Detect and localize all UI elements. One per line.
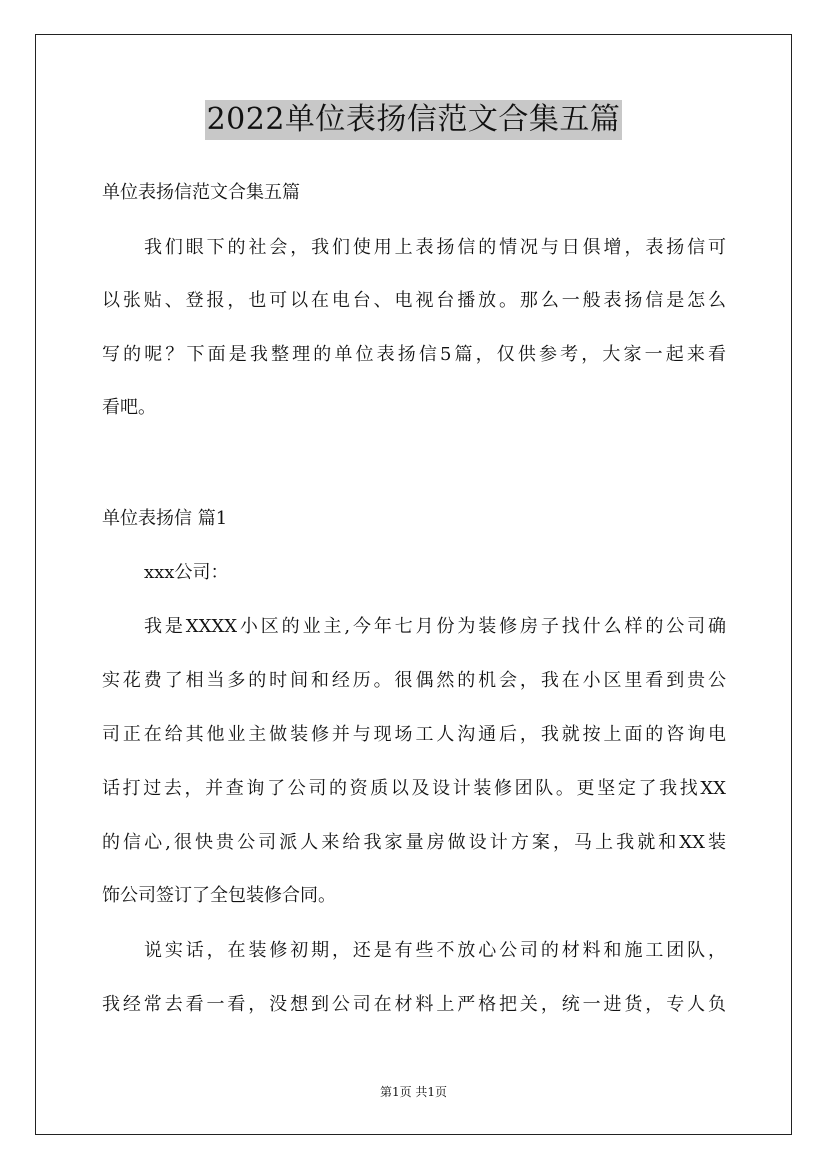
intro-line: 看吧。 xyxy=(102,397,156,418)
document-subtitle: 单位表扬信范文合集五篇 xyxy=(102,182,300,203)
paragraph-line: 实花费了相当多的时间和经历。很偶然的机会，我在小区里看到贵公 xyxy=(102,670,726,691)
paragraph-line: 我经常去看一看，没想到公司在材料上严格把关，统一进货，专人负 xyxy=(102,994,726,1015)
intro-line: 写的呢？下面是我整理的单位表扬信5篇，仅供参考，大家一起来看 xyxy=(102,344,726,365)
salutation: xxx公司： xyxy=(144,562,229,583)
title-wrap xyxy=(0,100,827,140)
page-footer: 第1页 共1页 xyxy=(379,1085,448,1099)
paragraph-line: 饰公司签订了全包装修合同。 xyxy=(102,885,336,906)
document-title: 2022单位表扬信范文合集五篇 xyxy=(205,100,623,140)
paragraph-line: 的信心,很快贵公司派人来给我家量房做设计方案，马上我就和XX装 xyxy=(102,832,726,853)
paragraph-line: 话打过去，并查询了公司的资质以及设计装修团队。更坚定了我找XX xyxy=(102,778,726,799)
paragraph-line: 我是XXXX小区的业主,今年七月份为装修房子找什么样的公司确 xyxy=(144,616,726,637)
paragraph-line: 司正在给其他业主做装修并与现场工人沟通后，我就按上面的咨询电 xyxy=(102,724,726,745)
section-heading: 单位表扬信 篇1 xyxy=(102,508,228,529)
intro-line: 以张贴、登报，也可以在电台、电视台播放。那么一般表扬信是怎么 xyxy=(102,290,726,311)
intro-line: 我们眼下的社会，我们使用上表扬信的情况与日俱增，表扬信可 xyxy=(144,237,726,258)
paragraph-line: 说实话，在装修初期，还是有些不放心公司的材料和施工团队， xyxy=(144,940,726,961)
